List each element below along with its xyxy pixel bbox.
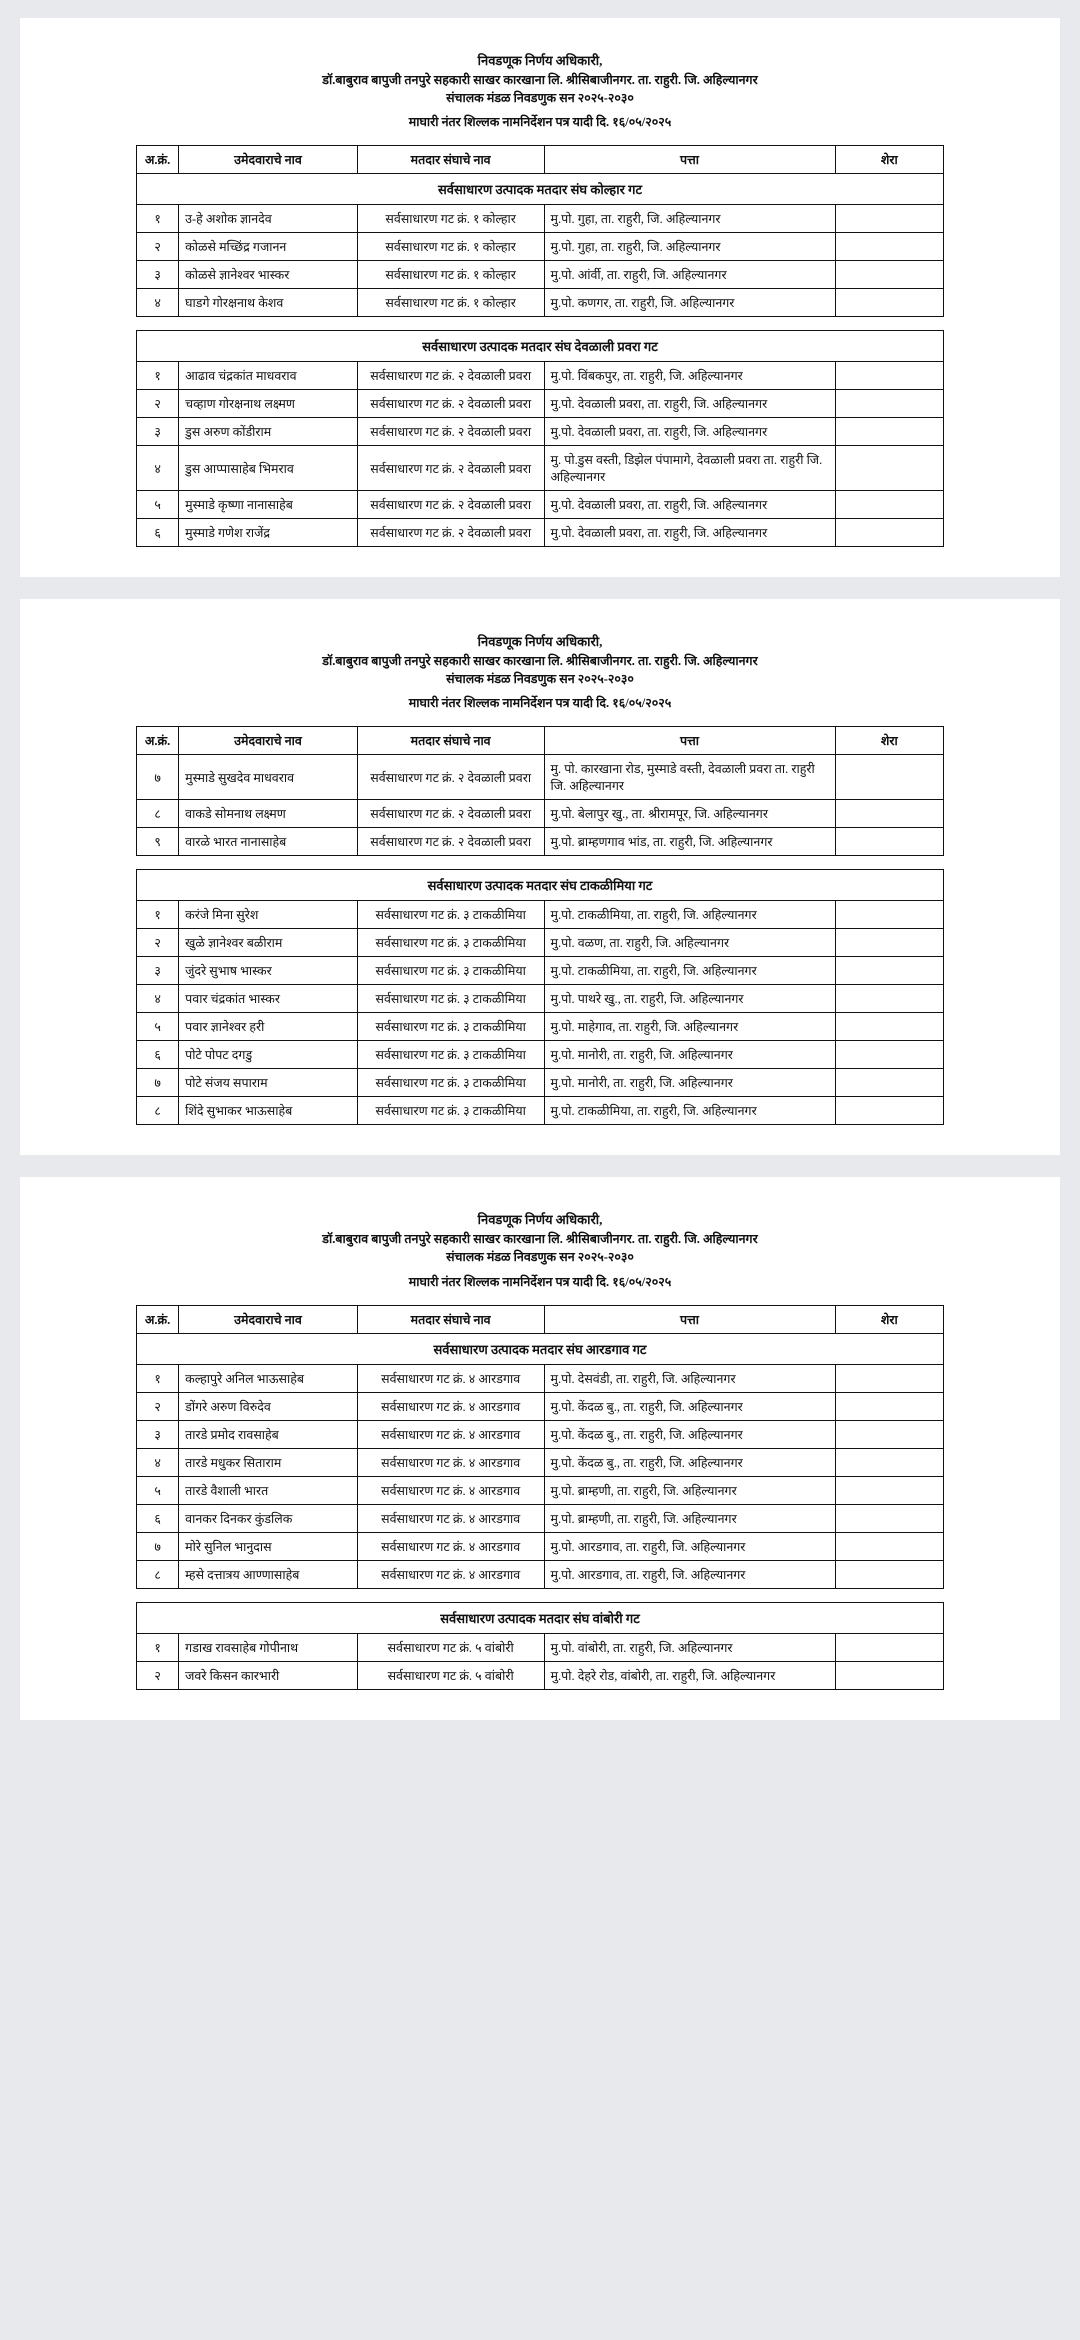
table-row (137, 491, 944, 519)
cell-address: मु.पो. गुहा, ता. राहुरी, जि. अहिल्यानगर (544, 233, 835, 261)
cell-address: मु.पो. टाकळीमिया, ता. राहुरी, जि. अहिल्यानगर (544, 901, 835, 929)
cell-candidate-name: शिंदे सुभाकर भाऊसाहेब (179, 1097, 358, 1125)
cell-sr: ३ (137, 1420, 179, 1448)
table-row (137, 205, 944, 233)
table-row (137, 233, 944, 261)
cell-constituency: सर्वसाधारण गट क्रं. ३ टाकळीमिया (357, 929, 544, 957)
header-line-list-title: माघारी नंतर शिल्लक नामनिर्देशन पत्र यादी दि. १६/०५/२०२५ (408, 1274, 672, 1289)
cell-address: मु.पो. मानोरी, ता. राहुरी, जि. अहिल्यानगर (544, 1069, 835, 1097)
col-header-remark: शेरा (835, 727, 943, 755)
table-row (137, 446, 944, 491)
cell-sr: २ (137, 929, 179, 957)
table-row (137, 1069, 944, 1097)
cell-candidate-name: डोंगरे अरुण विरुदेव (179, 1392, 358, 1420)
cell-address: मु.पो. केंदळ बु., ता. राहुरी, जि. अहिल्यानगर (544, 1392, 835, 1420)
section-heading-row (137, 870, 944, 901)
col-header-constituency: मतदार संघाचे नाव (357, 146, 544, 174)
cell-sr: २ (137, 390, 179, 418)
cell-address: मु.पो. ब्राम्हणी, ता. राहुरी, जि. अहिल्यानगर (544, 1476, 835, 1504)
cell-sr: १ (137, 362, 179, 390)
cell-candidate-name: मोरे सुनिल भानुदास (179, 1532, 358, 1560)
col-header-sr: अ.क्रं. (137, 146, 179, 174)
page-header (48, 1211, 1032, 1290)
cell-candidate-name: पोटे पोपट दगडु (179, 1041, 358, 1069)
table-header-row (137, 727, 944, 755)
cell-candidate-name: कोळसे ज्ञानेश्वर भास्कर (179, 261, 358, 289)
cell-sr: १ (137, 205, 179, 233)
spacer-cell (137, 317, 944, 331)
table-row (137, 957, 944, 985)
cell-sr: ४ (137, 1448, 179, 1476)
page-header (48, 633, 1032, 712)
cell-constituency: सर्वसाधारण गट क्रं. ४ आरडगाव (357, 1420, 544, 1448)
cell-address: मु.पो. ब्राम्हणगाव भांड, ता. राहुरी, जि. अहिल्यानगर (544, 828, 835, 856)
table-row (137, 1476, 944, 1504)
cell-candidate-name: डुस अरुण कोंडीराम (179, 418, 358, 446)
cell-address: मु. पो.डुस वस्ती, डिझेल पंपामागे, देवळाली प्रवरा ता. राहुरी जि. अहिल्यानगर (544, 446, 835, 491)
cell-constituency: सर्वसाधारण गट क्रं. १ कोल्हार (357, 261, 544, 289)
cell-candidate-name: चव्हाण गोरक्षनाथ लक्ष्मण (179, 390, 358, 418)
cell-sr: २ (137, 1661, 179, 1689)
header-line-election: संचालक मंडळ निवडणुक सन २०२५-२०३० (446, 90, 634, 105)
cell-candidate-name: जवरे किसन कारभारी (179, 1661, 358, 1689)
document-page (20, 599, 1060, 1155)
cell-address: मु.पो. केंदळ बु., ता. राहुरी, जि. अहिल्यानगर (544, 1420, 835, 1448)
cell-sr: ५ (137, 1013, 179, 1041)
cell-remark (835, 1041, 943, 1069)
cell-constituency: सर्वसाधारण गट क्रं. १ कोल्हार (357, 205, 544, 233)
cell-sr: ७ (137, 755, 179, 800)
cell-sr: ५ (137, 1476, 179, 1504)
table-row (137, 390, 944, 418)
cell-sr: ८ (137, 1560, 179, 1588)
cell-constituency: सर्वसाधारण गट क्रं. १ कोल्हार (357, 289, 544, 317)
cell-candidate-name: घाडगे गोरक्षनाथ केशव (179, 289, 358, 317)
table-row (137, 901, 944, 929)
table-row (137, 261, 944, 289)
cell-address: मु.पो. आरडगाव, ता. राहुरी, जि. अहिल्यानगर (544, 1532, 835, 1560)
cell-remark (835, 1504, 943, 1532)
cell-constituency: सर्वसाधारण गट क्रं. ४ आरडगाव (357, 1364, 544, 1392)
cell-sr: २ (137, 233, 179, 261)
cell-sr: ८ (137, 1097, 179, 1125)
header-line-factory: डॉ.बाबुराव बापुजी तनपुरे सहकारी साखर कारखाना लि. श्रीसिबाजीनगर. ता. राहुरी. जि. अहिल्यानगर (322, 1232, 758, 1247)
cell-remark (835, 491, 943, 519)
cell-remark (835, 1097, 943, 1125)
cell-address: मु.पो. माहेगाव, ता. राहुरी, जि. अहिल्यानगर (544, 1013, 835, 1041)
cell-sr: ४ (137, 985, 179, 1013)
cell-candidate-name: तारडे वैशाली भारत (179, 1476, 358, 1504)
document-root (0, 18, 1080, 1720)
cell-constituency: सर्वसाधारण गट क्रं. ३ टाकळीमिया (357, 1013, 544, 1041)
cell-candidate-name: जुंदरे सुभाष भास्कर (179, 957, 358, 985)
cell-address: मु.पो. देवळाली प्रवरा, ता. राहुरी, जि. अहिल्यानगर (544, 418, 835, 446)
cell-remark (835, 1069, 943, 1097)
header-line-election: संचालक मंडळ निवडणुक सन २०२५-२०३० (446, 1250, 634, 1265)
section-heading-row (137, 331, 944, 362)
table-row (137, 1392, 944, 1420)
cell-sr: १ (137, 1633, 179, 1661)
candidates-table (136, 726, 944, 1125)
table-row (137, 289, 944, 317)
cell-address: मु.पो. वांबोरी, ता. राहुरी, जि. अहिल्यानगर (544, 1633, 835, 1661)
cell-constituency: सर्वसाधारण गट क्रं. ५ वांबोरी (357, 1633, 544, 1661)
cell-address: मु.पो. ब्राम्हणी, ता. राहुरी, जि. अहिल्यानगर (544, 1504, 835, 1532)
col-header-address: पत्ता (544, 1305, 835, 1333)
spacer-cell (137, 856, 944, 870)
cell-constituency: सर्वसाधारण गट क्रं. ४ आरडगाव (357, 1448, 544, 1476)
table-row (137, 929, 944, 957)
block-spacer (137, 1588, 944, 1602)
cell-address: मु.पो. देवळाली प्रवरा, ता. राहुरी, जि. अहिल्यानगर (544, 390, 835, 418)
header-line-election: संचालक मंडळ निवडणुक सन २०२५-२०३० (446, 672, 634, 687)
cell-remark (835, 289, 943, 317)
cell-sr: ६ (137, 1041, 179, 1069)
cell-constituency: सर्वसाधारण गट क्रं. ४ आरडगाव (357, 1476, 544, 1504)
cell-candidate-name: वारळे भारत नानासाहेब (179, 828, 358, 856)
cell-remark (835, 1448, 943, 1476)
table-row (137, 1013, 944, 1041)
cell-remark (835, 1013, 943, 1041)
cell-address: मु.पो. गुहा, ता. राहुरी, जि. अहिल्यानगर (544, 205, 835, 233)
cell-remark (835, 1560, 943, 1588)
cell-constituency: सर्वसाधारण गट क्रं. ३ टाकळीमिया (357, 985, 544, 1013)
cell-address: मु.पो. मानोरी, ता. राहुरी, जि. अहिल्यानगर (544, 1041, 835, 1069)
table-row (137, 1041, 944, 1069)
col-header-constituency: मतदार संघाचे नाव (357, 1305, 544, 1333)
table-row (137, 1420, 944, 1448)
cell-address: मु.पो. बेलापुर खु., ता. श्रीरामपूर, जि. अहिल्यानगर (544, 800, 835, 828)
cell-address: मु.पो. देसवंडी, ता. राहुरी, जि. अहिल्यानगर (544, 1364, 835, 1392)
cell-sr: ७ (137, 1532, 179, 1560)
cell-remark (835, 901, 943, 929)
header-line-officer: निवडणूक निर्णय अधिकारी, (477, 634, 603, 650)
cell-candidate-name: करंजे मिना सुरेश (179, 901, 358, 929)
cell-remark (835, 1532, 943, 1560)
cell-address: मु.पो. विंबकपुर, ता. राहुरी, जि. अहिल्यानगर (544, 362, 835, 390)
cell-constituency: सर्वसाधारण गट क्रं. २ देवळाली प्रवरा (357, 828, 544, 856)
cell-candidate-name: वानकर दिनकर कुंडलिक (179, 1504, 358, 1532)
col-header-name: उमेदवाराचे नाव (179, 727, 358, 755)
cell-candidate-name: मुस्माडे कृष्णा नानासाहेब (179, 491, 358, 519)
cell-address: मु.पो. पाथरे खु., ता. राहुरी, जि. अहिल्यानगर (544, 985, 835, 1013)
col-header-constituency: मतदार संघाचे नाव (357, 727, 544, 755)
cell-constituency: सर्वसाधारण गट क्रं. १ कोल्हार (357, 233, 544, 261)
cell-candidate-name: कल्हापुरे अनिल भाऊसाहेब (179, 1364, 358, 1392)
cell-sr: २ (137, 1392, 179, 1420)
section-heading: सर्वसाधारण उत्पादक मतदार संघ वांबोरी गट (137, 1602, 944, 1633)
cell-remark (835, 1476, 943, 1504)
col-header-remark: शेरा (835, 146, 943, 174)
cell-candidate-name: पवार ज्ञानेश्वर हरी (179, 1013, 358, 1041)
cell-remark (835, 1364, 943, 1392)
cell-remark (835, 233, 943, 261)
cell-remark (835, 362, 943, 390)
cell-remark (835, 800, 943, 828)
cell-candidate-name: गडाख रावसाहेब गोपीनाथ (179, 1633, 358, 1661)
cell-constituency: सर्वसाधारण गट क्रं. ३ टाकळीमिया (357, 957, 544, 985)
table-row (137, 1661, 944, 1689)
col-header-address: पत्ता (544, 146, 835, 174)
cell-remark (835, 957, 943, 985)
table-row (137, 1532, 944, 1560)
section-heading-row (137, 1602, 944, 1633)
cell-address: मु.पो. टाकळीमिया, ता. राहुरी, जि. अहिल्यानगर (544, 1097, 835, 1125)
table-row (137, 519, 944, 547)
table-row (137, 418, 944, 446)
header-line-officer: निवडणूक निर्णय अधिकारी, (477, 1212, 603, 1228)
cell-constituency: सर्वसाधारण गट क्रं. ४ आरडगाव (357, 1392, 544, 1420)
header-line-factory: डॉ.बाबुराव बापुजी तनपुरे सहकारी साखर कारखाना लि. श्रीसिबाजीनगर. ता. राहुरी. जि. अहिल्यानगर (322, 72, 758, 87)
table-row (137, 800, 944, 828)
cell-remark (835, 1420, 943, 1448)
table-row (137, 755, 944, 800)
cell-constituency: सर्वसाधारण गट क्रं. ५ वांबोरी (357, 1661, 544, 1689)
cell-address: मु.पो. आंर्वी, ता. राहुरी, जि. अहिल्यानगर (544, 261, 835, 289)
cell-candidate-name: कोळसे मच्छिंद्र गजानन (179, 233, 358, 261)
cell-sr: ९ (137, 828, 179, 856)
col-header-sr: अ.क्रं. (137, 1305, 179, 1333)
cell-candidate-name: डुस आप्पासाहेब भिमराव (179, 446, 358, 491)
page-header (48, 52, 1032, 131)
candidates-table (136, 145, 944, 547)
section-heading: सर्वसाधारण उत्पादक मतदार संघ आरडगाव गट (137, 1333, 944, 1364)
block-spacer (137, 856, 944, 870)
cell-candidate-name: म्हसे दत्तात्रय आण्णासाहेब (179, 1560, 358, 1588)
cell-sr: ५ (137, 491, 179, 519)
cell-sr: ६ (137, 1504, 179, 1532)
section-heading: सर्वसाधारण उत्पादक मतदार संघ टाकळीमिया गट (137, 870, 944, 901)
cell-remark (835, 929, 943, 957)
table-row (137, 985, 944, 1013)
cell-constituency: सर्वसाधारण गट क्रं. २ देवळाली प्रवरा (357, 362, 544, 390)
cell-remark (835, 418, 943, 446)
section-heading-row (137, 1333, 944, 1364)
header-line-factory: डॉ.बाबुराव बापुजी तनपुरे सहकारी साखर कारखाना लि. श्रीसिबाजीनगर. ता. राहुरी. जि. अहिल्यानगर (322, 654, 758, 669)
candidates-table (136, 1305, 944, 1690)
cell-sr: ४ (137, 446, 179, 491)
cell-candidate-name: तारडे मधुकर सिताराम (179, 1448, 358, 1476)
block-spacer (137, 317, 944, 331)
cell-constituency: सर्वसाधारण गट क्रं. २ देवळाली प्रवरा (357, 519, 544, 547)
table-header-row (137, 146, 944, 174)
cell-remark (835, 1392, 943, 1420)
cell-candidate-name: वाकडे सोमनाथ लक्ष्मण (179, 800, 358, 828)
cell-remark (835, 755, 943, 800)
header-line-list-title: माघारी नंतर शिल्लक नामनिर्देशन पत्र यादी दि. १६/०५/२०२५ (408, 115, 672, 130)
cell-remark (835, 261, 943, 289)
cell-remark (835, 205, 943, 233)
cell-constituency: सर्वसाधारण गट क्रं. २ देवळाली प्रवरा (357, 390, 544, 418)
col-header-sr: अ.क्रं. (137, 727, 179, 755)
cell-remark (835, 1661, 943, 1689)
cell-sr: १ (137, 1364, 179, 1392)
cell-address: मु. पो. कारखाना रोड, मुस्माडे वस्ती, देवळाली प्रवरा ता. राहुरी जि. अहिल्यानगर (544, 755, 835, 800)
section-heading: सर्वसाधारण उत्पादक मतदार संघ कोल्हार गट (137, 174, 944, 205)
cell-candidate-name: आढाव चंद्रकांत माधवराव (179, 362, 358, 390)
cell-address: मु.पो. केंदळ बु., ता. राहुरी, जि. अहिल्यानगर (544, 1448, 835, 1476)
cell-address: मु.पो. देवळाली प्रवरा, ता. राहुरी, जि. अहिल्यानगर (544, 491, 835, 519)
table-row (137, 1633, 944, 1661)
cell-constituency: सर्वसाधारण गट क्रं. २ देवळाली प्रवरा (357, 446, 544, 491)
cell-sr: ३ (137, 261, 179, 289)
cell-constituency: सर्वसाधारण गट क्रं. ४ आरडगाव (357, 1504, 544, 1532)
cell-candidate-name: तारडे प्रमोद रावसाहेब (179, 1420, 358, 1448)
cell-constituency: सर्वसाधारण गट क्रं. ३ टाकळीमिया (357, 901, 544, 929)
table-row (137, 1448, 944, 1476)
cell-remark (835, 985, 943, 1013)
spacer-cell (137, 1588, 944, 1602)
cell-constituency: सर्वसाधारण गट क्रं. ३ टाकळीमिया (357, 1069, 544, 1097)
cell-candidate-name: खुळे ज्ञानेश्वर बळीराम (179, 929, 358, 957)
cell-sr: ३ (137, 957, 179, 985)
cell-candidate-name: पोटे संजय सपाराम (179, 1069, 358, 1097)
cell-candidate-name: मुस्माडे सुखदेव माधवराव (179, 755, 358, 800)
cell-sr: ४ (137, 289, 179, 317)
cell-sr: ७ (137, 1069, 179, 1097)
col-header-name: उमेदवाराचे नाव (179, 146, 358, 174)
document-page (20, 18, 1060, 577)
cell-constituency: सर्वसाधारण गट क्रं. २ देवळाली प्रवरा (357, 755, 544, 800)
table-row (137, 362, 944, 390)
cell-remark (835, 519, 943, 547)
section-heading: सर्वसाधारण उत्पादक मतदार संघ देवळाली प्रवरा गट (137, 331, 944, 362)
cell-constituency: सर्वसाधारण गट क्रं. २ देवळाली प्रवरा (357, 418, 544, 446)
cell-constituency: सर्वसाधारण गट क्रं. ३ टाकळीमिया (357, 1097, 544, 1125)
table-header-row (137, 1305, 944, 1333)
cell-sr: १ (137, 901, 179, 929)
cell-remark (835, 1633, 943, 1661)
cell-constituency: सर्वसाधारण गट क्रं. ३ टाकळीमिया (357, 1041, 544, 1069)
cell-constituency: सर्वसाधारण गट क्रं. ४ आरडगाव (357, 1560, 544, 1588)
cell-remark (835, 446, 943, 491)
cell-constituency: सर्वसाधारण गट क्रं. २ देवळाली प्रवरा (357, 491, 544, 519)
cell-address: मु.पो. टाकळीमिया, ता. राहुरी, जि. अहिल्यानगर (544, 957, 835, 985)
cell-address: मु.पो. देवळाली प्रवरा, ता. राहुरी, जि. अहिल्यानगर (544, 519, 835, 547)
table-row (137, 1364, 944, 1392)
table-row (137, 1097, 944, 1125)
col-header-remark: शेरा (835, 1305, 943, 1333)
cell-remark (835, 390, 943, 418)
col-header-address: पत्ता (544, 727, 835, 755)
header-line-officer: निवडणूक निर्णय अधिकारी, (477, 53, 603, 68)
cell-sr: ६ (137, 519, 179, 547)
cell-remark (835, 828, 943, 856)
table-row (137, 1504, 944, 1532)
cell-constituency: सर्वसाधारण गट क्रं. २ देवळाली प्रवरा (357, 800, 544, 828)
cell-address: मु.पो. वळण, ता. राहुरी, जि. अहिल्यानगर (544, 929, 835, 957)
cell-address: मु.पो. देहरे रोड, वांबोरी, ता. राहुरी, जि. अहिल्यानगर (544, 1661, 835, 1689)
cell-sr: ३ (137, 418, 179, 446)
table-row (137, 828, 944, 856)
section-heading-row (137, 174, 944, 205)
cell-candidate-name: मुस्माडे गणेश राजेंद्र (179, 519, 358, 547)
document-page (20, 1177, 1060, 1719)
col-header-name: उमेदवाराचे नाव (179, 1305, 358, 1333)
cell-sr: ८ (137, 800, 179, 828)
cell-constituency: सर्वसाधारण गट क्रं. ४ आरडगाव (357, 1532, 544, 1560)
cell-candidate-name: उ-हे अशोक ज्ञानदेव (179, 205, 358, 233)
cell-candidate-name: पवार चंद्रकांत भास्कर (179, 985, 358, 1013)
header-line-list-title: माघारी नंतर शिल्लक नामनिर्देशन पत्र यादी दि. १६/०५/२०२५ (408, 696, 672, 711)
cell-address: मु.पो. आरडगाव, ता. राहुरी, जि. अहिल्यानगर (544, 1560, 835, 1588)
cell-address: मु.पो. कणगर, ता. राहुरी, जि. अहिल्यानगर (544, 289, 835, 317)
table-row (137, 1560, 944, 1588)
